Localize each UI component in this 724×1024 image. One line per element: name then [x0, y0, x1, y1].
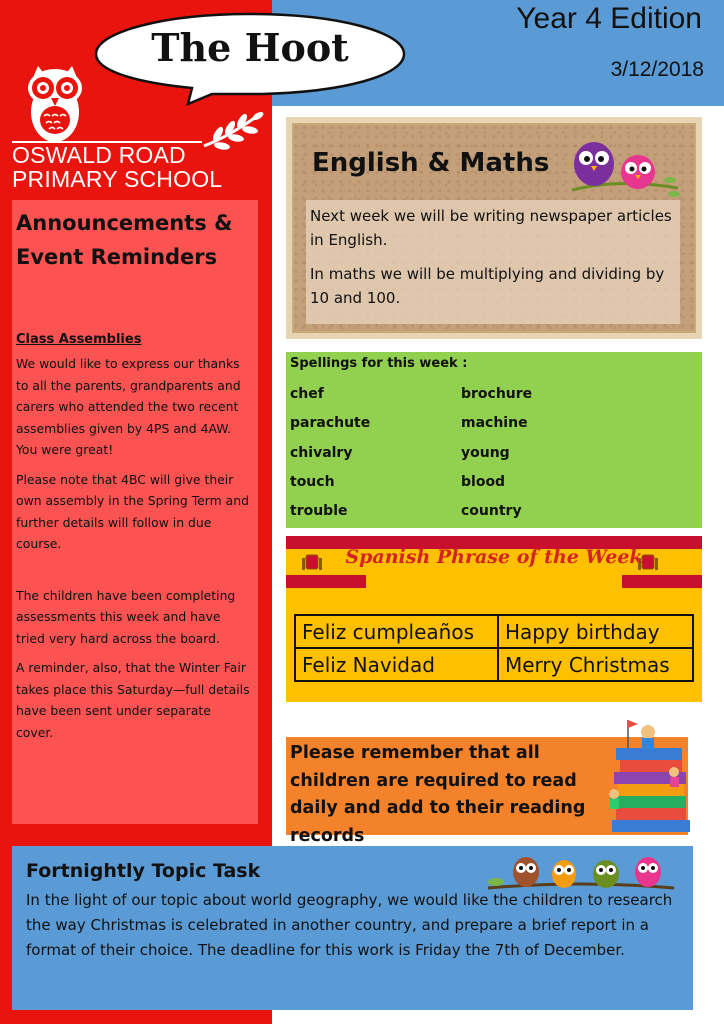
owls-on-branch-icon	[570, 138, 682, 204]
issue-date: 3/12/2018	[610, 58, 704, 81]
spelling-word: young	[461, 445, 510, 461]
owl-row-icon	[482, 852, 678, 894]
owl-logo-icon	[16, 62, 94, 144]
spelling-word: machine	[461, 415, 528, 431]
phrase-row	[295, 615, 693, 648]
spelling-word: blood	[461, 474, 506, 490]
announcement-paragraph: Please note that 4BC will give their own assembly in the Spring Term and further details will follow in due course.	[16, 471, 249, 551]
spelling-word: parachute	[290, 415, 371, 431]
school-name-line-2: PRIMARY SCHOOL	[12, 166, 223, 192]
edition-label: Year 4 Edition	[516, 2, 702, 35]
announcements-panel	[12, 200, 258, 824]
announcement-paragraph: We would like to express our thanks to all the parents, grandparents and carers who attended the two recent assemblies given by 4PS and 4AW. You were great!	[16, 356, 241, 457]
spanish-phrase-heading: Spanish Phrase of the Week	[345, 546, 643, 568]
announcement-paragraph: The children have been completing assessments this week and have tried very hard across the board.	[16, 587, 236, 646]
announcement-paragraph: A reminder, also, that the Winter Fair takes place this Saturday—full details have been sent under separate cover.	[16, 660, 250, 740]
spanish-phrase: Feliz cumpleaños	[295, 615, 498, 648]
announcements-heading: Announcements & Event Reminders	[16, 211, 233, 269]
spellings-heading: Spellings for this week :	[290, 356, 468, 371]
spelling-word: chef	[290, 386, 324, 402]
spelling-word: country	[461, 503, 522, 519]
english-translation: Merry Christmas	[498, 648, 693, 681]
spanish-phrase: Feliz Navidad	[295, 648, 498, 681]
english-translation: Happy birthday	[498, 615, 693, 648]
announcements-subheading: Class Assemblies	[16, 332, 142, 347]
spelling-word: chivalry	[290, 445, 353, 461]
phrase-row	[295, 648, 693, 681]
topic-task-heading: Fortnightly Topic Task	[26, 860, 261, 882]
spelling-word: touch	[290, 474, 335, 490]
laurel-icon	[200, 108, 264, 152]
newsletter-title: The Hoot	[151, 25, 349, 70]
school-name-line-1: OSWALD ROAD	[12, 142, 186, 168]
spelling-word: trouble	[290, 503, 348, 519]
reading-reminder-text: Please remember that all children are required to read daily and add to their reading records	[290, 743, 586, 846]
book-stack-icon	[604, 716, 696, 836]
english-maths-heading: English & Maths	[312, 148, 550, 178]
spelling-word: brochure	[461, 386, 533, 402]
english-maths-paragraph: In maths we will be multiplying and dividing by 10 and 100.	[310, 265, 665, 307]
phrase-table	[294, 614, 694, 682]
english-maths-paragraph: Next week we will be writing newspaper articles in English.	[310, 207, 672, 249]
spellings-panel	[286, 352, 702, 528]
english-maths-notes	[306, 200, 680, 324]
topic-task-body: In the light of our topic about world geography, we would like the children to research the way Christmas is celebrated in another country, and prepare a brief report in a format of their choice. The deadline for this work is Friday the 7th of December.	[26, 891, 673, 959]
